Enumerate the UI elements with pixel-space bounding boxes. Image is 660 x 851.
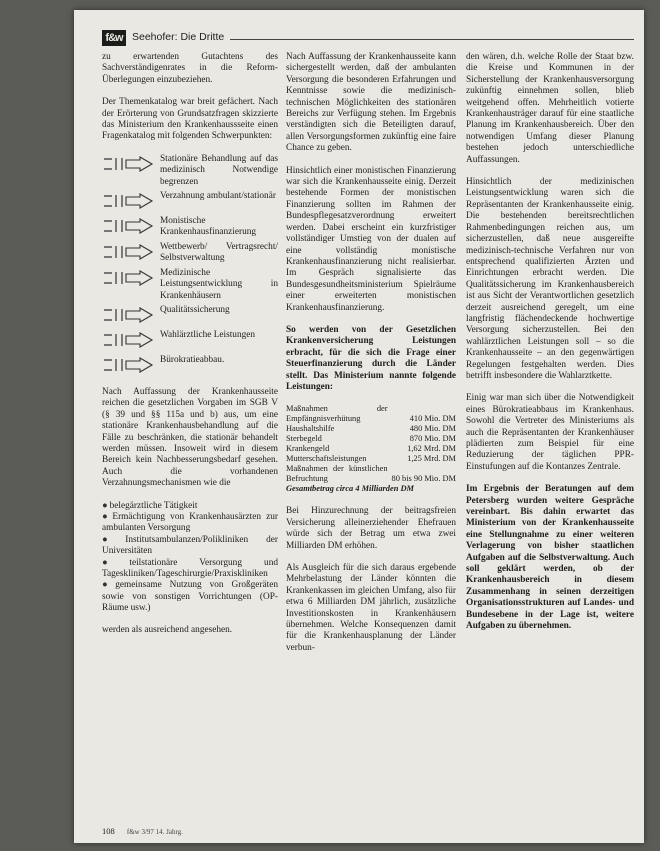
table-row: Mutterschaftsleistungen 1,25 Mrd. DM — [286, 454, 456, 464]
table-row: Maßnahmen der künstlichen Befruchtung 80 bis 90 Mio. DM — [286, 464, 456, 484]
page-number: 108 — [102, 826, 115, 836]
bullet-icon: ● — [102, 511, 111, 522]
arrow-icon — [102, 357, 154, 373]
paragraph: Der Themenkatalog war breit gefächert. Nach der Erörterung von Grundsatzfragen skizzierte das Ministerium den Krankenhaussseite einen Fragenkatalog mit folgenden Schwerpunkten: — [102, 97, 278, 142]
bullet-icon: ● — [102, 500, 108, 511]
paragraph-bold: Im Ergebnis der Beratungen auf dem Petersberg wurden weitere Gespräche vereinbart. Bis dahin erwartet das Ministerium von der Krankenhausseite eine Stellungnahme zu einer weiteren Verlagerung von bisher staatlichen Aufgaben auf die Selbstverwaltung. Auch soll geklärt werden, ob der Krankenhausbereich in diesem Zusammenhang in seinen derzeitigen Organisationsstrukturen auf Landes- und Bundesebene in der Lage ist, weitere Aufgaben zu übernehmen. — [466, 484, 634, 632]
table-row: Sterbegeld 870 Mio. DM — [286, 434, 456, 444]
bullet-item: ● Ermächtigung von Krankenhausärzten zur ambulanten Versorgung — [102, 511, 278, 534]
bullet-item: ● gemeinsame Nutzung von Großgeräten sowie von sonstigen Vorrichtungen (OP-Räume usw.) — [102, 580, 278, 614]
paragraph: Einig war man sich über die Notwendigkeit eines Bürokratieabbaus im Krankenhaus. Sowohl die Vertreter des Ministeriums als auch die Repräsentanten der Krankenhäuser plädierten zum Beispiel für eine Reduzierung der täglichen PPR-Einstufungen auf die Kontanzes Zentrale. — [466, 393, 634, 472]
bullet-icon: ● — [102, 557, 128, 568]
list-item: Wahlärztliche Leistungen — [102, 330, 278, 352]
document-page — [74, 10, 644, 843]
list-item: Wettbewerb/ Vertragsrecht/ Selbstverwaltung — [102, 242, 278, 265]
bullet-list — [102, 501, 278, 615]
arrow-icon — [102, 307, 154, 323]
paragraph: Hinsichtlich der medizinischen Leistungsentwicklung waren sich die Repräsentanten der Krankenhausseite einig. Die bestehenden bereitsrechtlichen Rahmenbedingungen reichen aus, um sicherzustellen, daß neue ausgereifte medizinisch-technische Verfahren nur von entsprechend qualifizierten Ärzten und Einrichtungen erbracht werden. Die Qualitätssicherung im Krankenhausbereich ist aus Sicht der Verantwortlichen gesetzlich derzeit ausreichend geregelt, um eine langfristig flächendeckende hochwertige Versorgung sicherzustellen. Bei den wahlärztlichen Leistungen soll – so die Krankenhausseite – an den gegenwärtigen Regelungen festgehalten werden. Dies betrifft insbesondere die Wahlarztkette. — [466, 177, 634, 381]
section-title: Seehofer: Die Dritte — [132, 31, 225, 43]
arrow-icon — [102, 156, 154, 172]
paragraph: werden als ausreichend angesehen. — [102, 624, 233, 635]
bullet-item: ● belegärztliche Tätigkeit — [102, 500, 198, 511]
table-row: Krankengeld 1,62 Mrd. DM — [286, 444, 456, 454]
cost-table — [286, 404, 456, 494]
paragraph-bold: So werden von der Gesetzlichen Krankenversicherung Leistungen erbracht, für die sich die Frage einer Steuerfinanzierung durch die Länder stellt. Das Ministerium nannte folgende Leistungen: — [286, 324, 456, 392]
list-item: Medizinische Leistungsentwicklung in Krankenhäusern — [102, 268, 278, 302]
list-item: Bürokratieabbau. — [102, 355, 278, 377]
table-row: Maßnahmen der Empfängnisverhütung 410 Mio. DM — [286, 404, 456, 424]
arrow-icon — [102, 270, 154, 286]
paragraph: Hinsichtlich einer monistischen Finanzierung war sich die Krankenhausseite einig. Derzeit bestehende Formen der monistischen Finanzierung sollten im Rahmen der Bundespflegesatzverordnung erweitert werden. Dabei erscheint ein kurzfristiger vollständiger Umstieg von der dualen auf eine vollständig monistische Krankenhausfinanzierung nicht realisierbar. Im Gespräch signalisierte das Bundesgesundheitsministerium Spielräume einer erweiterten monistischen Krankenhausfinanzierung. — [286, 165, 456, 313]
journal-logo: f&w — [102, 30, 126, 46]
text-column-1 — [102, 52, 278, 647]
text-column-2 — [286, 52, 456, 665]
paragraph: Als Ausgleich für die sich daraus ergebende Mehrbelastung der Länder könnten die Krankenkassen im gleichen Umfang, also für etwa 6 Milliarden DM jährlich, zusätzliche Investitionskosten in Krankenhäusern übernehmen. Welche Konsequenzen damit für die Krankenhausplanung der Länder verbun- — [286, 563, 456, 653]
bullet-icon: ● — [102, 534, 124, 545]
bullet-item: ● teilstationäre Versorgung und Tageskliniken/Tageschirurgie/Praxiskliniken — [102, 557, 278, 579]
page-header — [102, 30, 634, 48]
paragraph: den wären, d.h. welche Rolle der Staat bzw. die Kreise und Kommunen in der Sicherstellung der Krankenhausversorgung zukünftig einnehmen sollen, blieb weitgehend offen. Mehrheitlich votierte Krankenhausträger darauf für eine staatliche Planung im Krankenhausbereich. Über den notwendigen Umfang dieser Planung bestehen jedoch unterschiedliche Auffassungen. — [466, 52, 634, 165]
page-footer — [102, 826, 302, 838]
list-item: Qualitätssicherung — [102, 305, 278, 327]
text-column-3 — [466, 52, 634, 644]
list-item: Verzahnung ambulant/stationär — [102, 191, 278, 213]
paragraph: Nach Auffassung der Krankenhausseite reichen die gesetzlichen Vorgaben im SGB V (§ 39 und §§ 115a und b) aus, um eine stationäre Krankenhausbehandlung auf die Fälle zu beschränken, die stationär behandelt werden müssen. Insoweit wird in diesem Bereich kein Nachbesserungsbedarf gesehen. Auch die vorhandenen Verzahnungsmechanismen wie die — [102, 386, 278, 489]
paragraph: zu erwartenden Gutachtens des Sachverständigenrates in die Reform-Überlegungen einzubeziehen. — [102, 52, 278, 85]
bullet-item: ● Institutsambulanzen/Polikliniken der Universitäten — [102, 534, 278, 557]
list-item: Stationäre Behandlung auf das medizinisch Notwendige begrenzen — [102, 154, 278, 188]
arrow-icon — [102, 244, 154, 260]
table-total-row: Gesamtbetrag circa 4 Milliarden DM — [286, 484, 414, 494]
list-item: Monistische Krankenhausfinanzierung — [102, 216, 278, 239]
paragraph: Bei Hinzurechnung der beitragsfreien Versicherung alleinerziehender Ehefrauen würde sich der Betrag um etwa zwei Milliarden DM erhöhen. — [286, 506, 456, 551]
footer-source: f&w 3/97 14. Jahrg. — [126, 828, 183, 836]
arrow-icon — [102, 193, 154, 209]
arrow-icon — [102, 218, 154, 234]
arrow-icon — [102, 332, 154, 348]
paragraph: Nach Auffassung der Krankenhausseite kann sichergestellt werden, daß der ambulanten Versorgung die besonderen Erfahrungen und Kenntnisse sowie die medizinisch-technischen Möglichkeiten des stationären Bereichs zur Verfügung stehen. Im Ergebnis verständigten sich die Beteiligten darauf, allen Versorgungsformen zukünftig eine faire Chance zu geben. — [286, 52, 456, 154]
header-rule — [230, 39, 634, 40]
topic-list — [102, 154, 278, 377]
table-row: Haushaltshilfe 480 Mio. DM — [286, 424, 456, 434]
bullet-icon: ● — [102, 580, 114, 591]
